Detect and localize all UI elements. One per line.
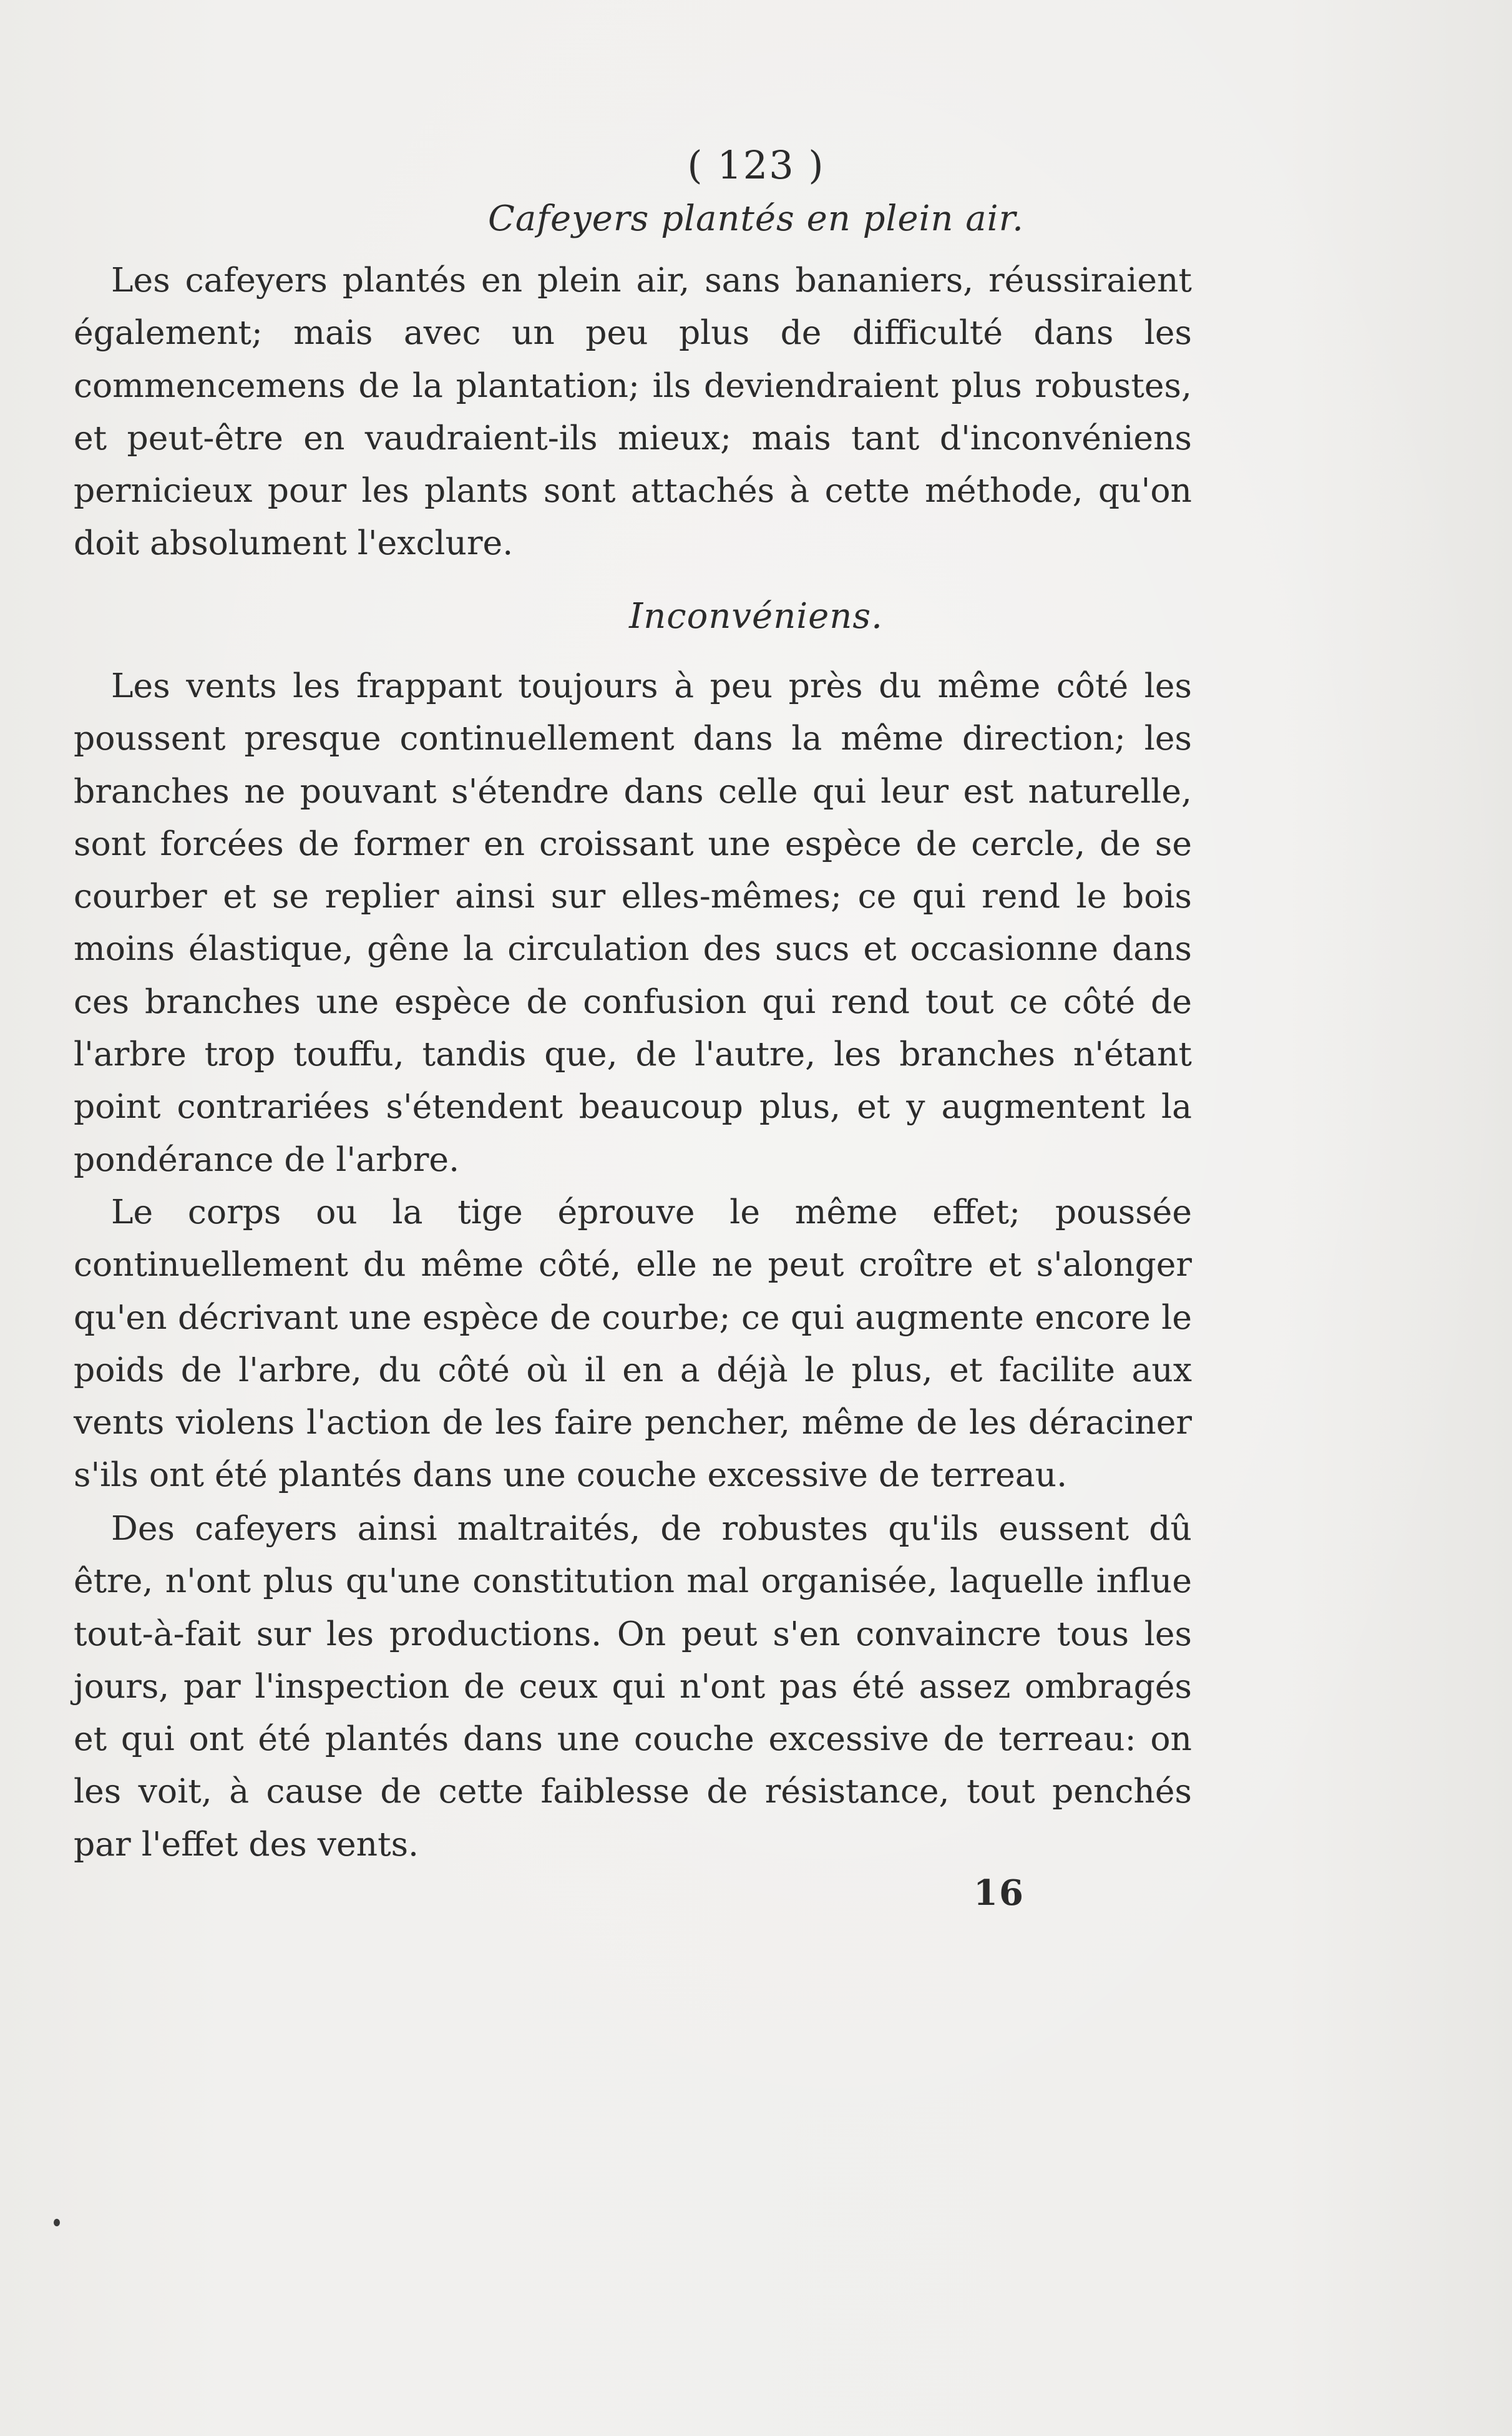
ink-speck [54,2219,60,2226]
section-title-cafeyers: Cafeyers plantés en plein air. [488,198,1024,239]
paragraph-vents: Les vents les frappant toujours à peu près du même côté les poussent presque continuellement dans la même direction; les branches ne pouvant s'étendre dans celle qui leur est naturelle, sont forcées de former en croissant une espèce de cercle, de se courber et se replier ainsi sur elles-mêmes; ce qui rend le bois moins élastique, gêne la circulation des sucs et occasionne dans ces branches une espèce de confusion qui rend tout ce côté de l'arbre trop touffu, tandis que, de l'autre, les branches n'étant point contrariées s'étendent beaucoup plus, et y augmentent la pondérance de l'arbre. [74,666,1192,1179]
paragraph-tige: Le corps ou la tige éprouve le même effet; poussée continuellement du même côté, elle ne peut croître et s'alonger qu'en décrivant une espèce de courbe; ce qui augmente encore le poids de l'arbre, du côté où il en a déjà le plus, et facilite aux vents violens l'action de les faire pencher, même de les déraciner s'ils ont été plantés dans une couche excessive de terreau. [74,1192,1192,1495]
paragraph-maltraites: Des cafeyers ainsi maltraités, de robustes qu'ils eussent dû être, n'ont plus qu'une constitution mal organisée, laquelle influe tout-à-fait sur les productions. On peut s'en convaincre tous les jours, par l'inspection de ceux qui n'ont pas été assez ombragés et qui ont été plantés dans une couche excessive de terreau: on les voit, à cause de cette faiblesse de résistance, tout penchés par l'effet des vents. [74,1509,1192,1864]
paragraph-plein-air: Les cafeyers plantés en plein air, sans bananiers, réussiraient également; mais avec un peu plus de difficulté dans les commencemens de la plantation; ils deviendraient plus robustes, et peut-être en vaudraient-ils mieux; mais tant d'inconvéniens pernicieux pour les plants sont attachés à cette méthode, qu'on doit absolument l'exclure. [74,260,1192,563]
signature-mark: 16 [973,1872,1025,1914]
page-number-header: ( 123 ) [687,142,825,188]
section-title-inconveniens: Inconvéniens. [629,596,883,637]
